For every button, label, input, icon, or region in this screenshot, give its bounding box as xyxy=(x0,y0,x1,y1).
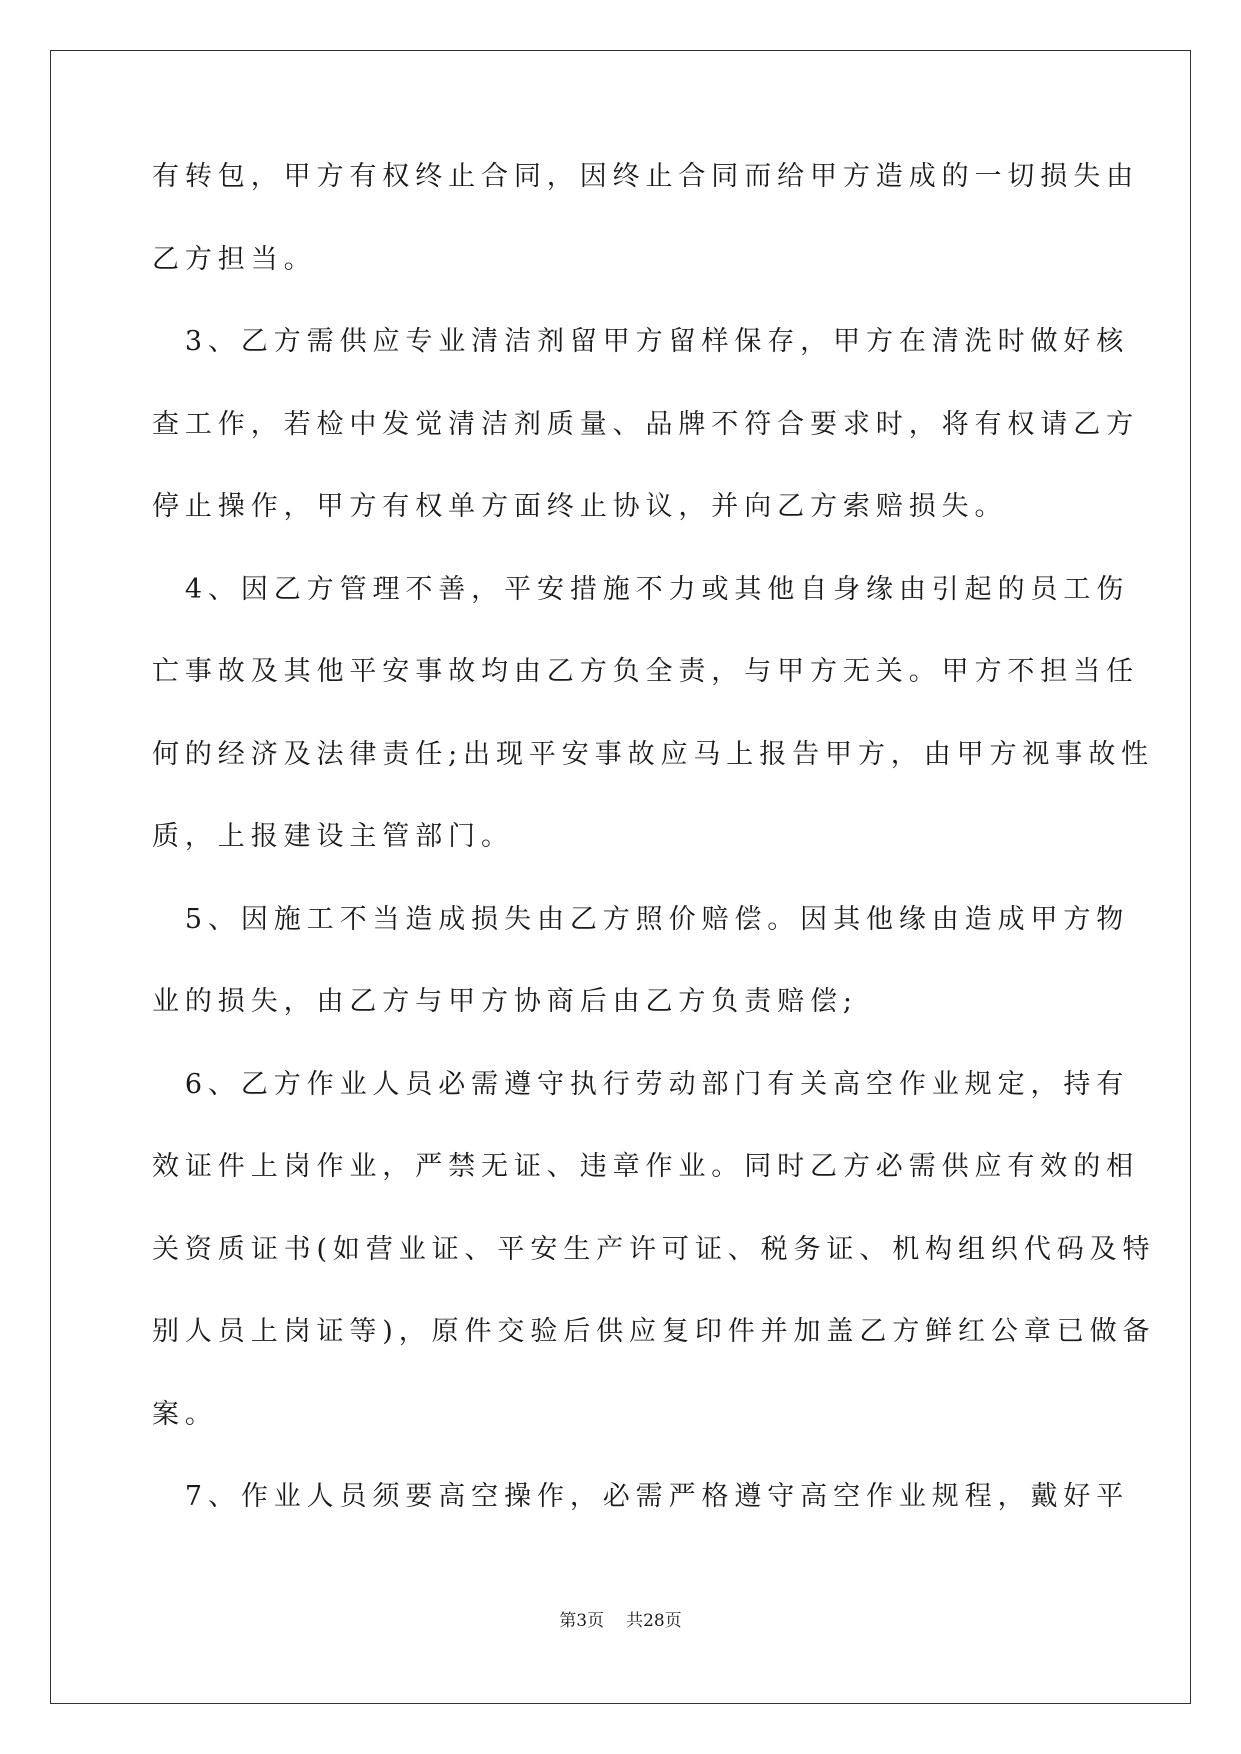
text-line: 停止操作，甲方有权单方面终止协议，并向乙方索赔损失。 xyxy=(152,491,1008,522)
text-line: 查工作，若检中发觉清洁剂质量、品牌不符合要求时，将有权请乙方 xyxy=(152,408,1139,440)
text-line: 3、乙方需供应专业清洁剂留甲方留样保存，甲方在清洗时做好核 xyxy=(152,326,1130,357)
text-line: 4、因乙方管理不善，平安措施不力或其他自身缘由引起的员工伤 xyxy=(152,573,1130,605)
text-line: 亡事故及其他平安事故均由乙方负全责，与甲方无关。甲方不担当任 xyxy=(152,656,1139,687)
text-line: 5、因施工不当造成损失由乙方照价赔偿。因其他缘由造成甲方物 xyxy=(152,903,1130,935)
text-line: 质，上报建设主管部门。 xyxy=(152,821,514,852)
text-line: 6、乙方作业人员必需遵守执行劳动部门有关高空作业规定，持有 xyxy=(152,1068,1130,1100)
document-body xyxy=(152,160,1156,1563)
text-line: 关资质证书(如营业证、平安生产许可证、税务证、机构组织代码及特 xyxy=(152,1233,1156,1265)
page-number: 第3页 xyxy=(559,1611,605,1631)
page-footer xyxy=(0,1606,1241,1631)
text-line: 业的损失，由乙方与甲方协商后由乙方负责赔偿; xyxy=(152,986,858,1017)
text-line: 7、作业人员须要高空操作，必需严格遵守高空作业规程，戴好平 xyxy=(152,1481,1130,1512)
text-line: 乙方担当。 xyxy=(152,243,317,275)
text-line: 有转包，甲方有权终止合同，因终止合同而给甲方造成的一切损失由 xyxy=(152,161,1139,192)
text-line: 效证件上岗作业，严禁无证、违章作业。同时乙方必需供应有效的相 xyxy=(152,1151,1139,1182)
text-line: 别人员上岗证等)，原件交验后供应复印件并加盖乙方鲜红公章已做备 xyxy=(152,1316,1156,1347)
text-line: 何的经济及法律责任;出现平安事故应马上报告甲方，由甲方视事故性 xyxy=(152,738,1154,770)
total-pages: 共28页 xyxy=(626,1611,682,1631)
text-line: 案。 xyxy=(152,1398,218,1430)
